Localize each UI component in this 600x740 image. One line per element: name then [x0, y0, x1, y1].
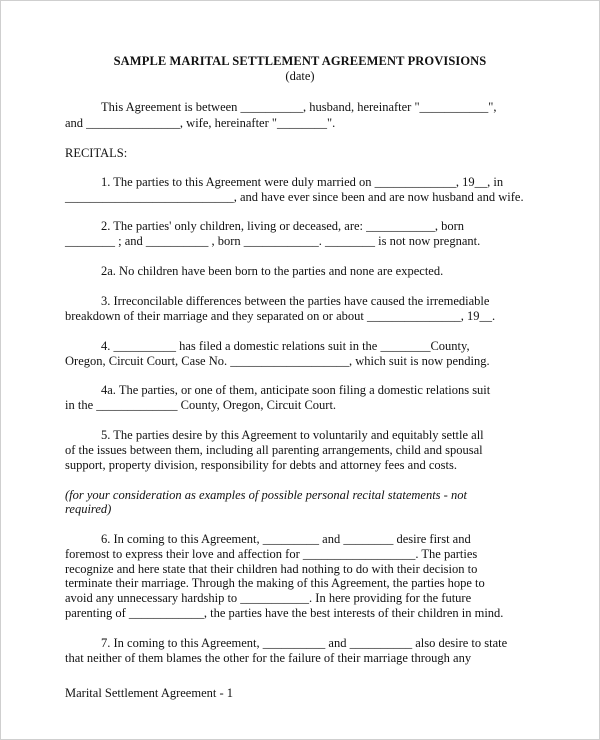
recital-2a-line-1: 2a. No children have been born to the parties and none are expected.: [101, 264, 444, 278]
recital-1-line-2: ___________________________, and have ever since been and are now husband and wife.: [65, 190, 524, 204]
recital-7-line-2: that neither of them blames the other for the failure of their marriage through any: [65, 651, 472, 665]
recital-3-line-2: breakdown of their marriage and they separated on or about _______________, 19__.: [65, 309, 496, 323]
document-date: (date): [285, 69, 315, 83]
recital-4a-line-2: in the _____________ County, Oregon, Circuit Court.: [65, 398, 337, 412]
note-line-2: required): [65, 502, 112, 516]
recitals-heading: RECITALS:: [65, 146, 128, 160]
recital-6-line-2: foremost to express their love and affection for __________________. The parties: [65, 547, 478, 561]
recital-6-line-3: recognize and here state that their children had nothing to do with their decision to: [65, 562, 478, 576]
recital-7-line-1: 7. In coming to this Agreement, __________ and __________ also desire to state: [101, 636, 508, 650]
recital-6-line-6: parenting of ____________, the parties have the best interests of their children in mind.: [65, 606, 504, 620]
recital-6-line-1: 6. In coming to this Agreement, _________ and ________ desire first and: [101, 532, 471, 546]
recital-5-line-2: of the issues between them, including all parenting arrangements, child and spousal: [65, 443, 483, 457]
recital-6-line-5: avoid any unnecessary hardship to ___________. In here providing for the future: [65, 591, 472, 605]
recital-6-line-4: terminate their marriage. Through the making of this Agreement, the parties hope to: [65, 576, 485, 590]
intro-line-1: This Agreement is between __________, husband, hereinafter "___________",: [101, 100, 497, 114]
note-line-1: (for your consideration as examples of possible personal recital statements - not: [65, 488, 467, 502]
recital-2-line-2: ________ ; and __________ , born ____________. ________ is not now pregnant.: [65, 234, 481, 248]
recital-3-line-1: 3. Irreconcilable differences between the parties have caused the irremediable: [101, 294, 490, 308]
recital-4a-line-1: 4a. The parties, or one of them, anticipate soon filing a domestic relations suit: [101, 383, 491, 397]
page-footer: Marital Settlement Agreement - 1: [65, 686, 234, 700]
recital-5-line-3: support, property division, responsibility for debts and attorney fees and costs.: [65, 458, 457, 472]
recital-1-line-1: 1. The parties to this Agreement were duly married on _____________, 19__, in: [101, 175, 504, 189]
recital-5-line-1: 5. The parties desire by this Agreement to voluntarily and equitably settle all: [101, 428, 484, 442]
recital-4-line-1: 4. __________ has filed a domestic relations suit in the ________County,: [101, 339, 470, 353]
intro-line-2: and _______________, wife, hereinafter "________".: [65, 116, 336, 130]
document-title: SAMPLE MARITAL SETTLEMENT AGREEMENT PROVISIONS: [113, 54, 487, 68]
recital-2-line-1: 2. The parties' only children, living or deceased, are: ___________, born: [101, 219, 465, 233]
recital-4-line-2: Oregon, Circuit Court, Case No. ___________________, which suit is now pending.: [65, 354, 490, 368]
